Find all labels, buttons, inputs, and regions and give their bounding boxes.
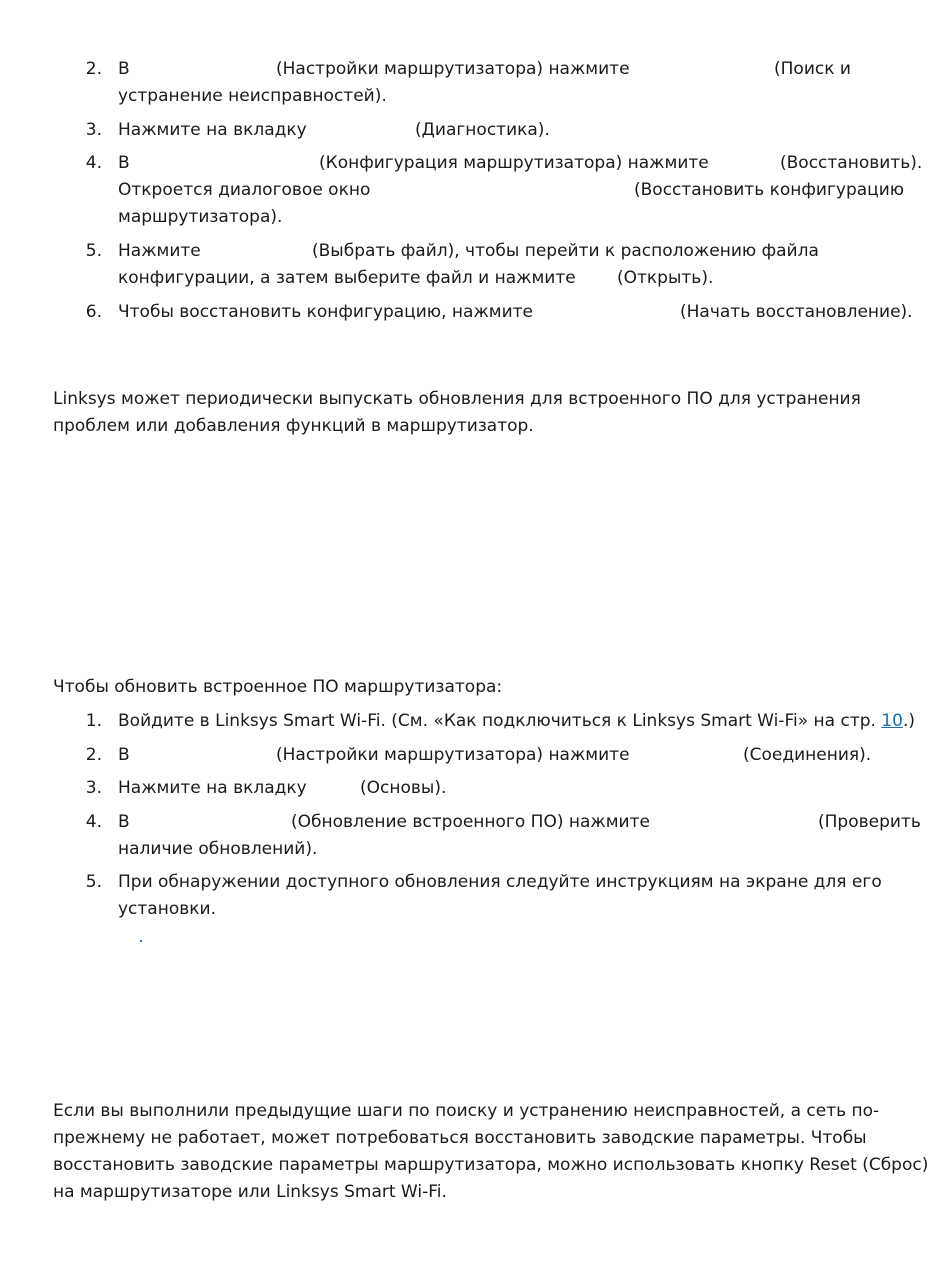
list-number: 4. xyxy=(85,153,102,173)
step-text: (Основы). xyxy=(360,778,447,798)
step-text: При обнаружении доступного обновления следуйте инструкциям на экране для его xyxy=(118,872,882,892)
step-text: наличие обновлений). xyxy=(118,839,318,859)
step-text: Нажмите на вкладку xyxy=(118,778,307,798)
step-text: (Поиск и xyxy=(774,59,851,79)
step-text: (Соединения). xyxy=(743,745,872,765)
step-text: (Обновление встроенного ПО) нажмите xyxy=(291,812,650,832)
step-text: В xyxy=(118,153,130,173)
procedure-lead: Чтобы обновить встроенное ПО маршрутизатора: xyxy=(53,677,503,697)
step-text: (Восстановить конфигурацию xyxy=(634,180,905,200)
list-number: 6. xyxy=(85,302,102,322)
list-number: 3. xyxy=(85,778,102,798)
step-text: (Диагностика). xyxy=(415,120,550,140)
step-text xyxy=(118,710,915,732)
paragraph-line: проблем или добавления функций в маршрутизатор. xyxy=(53,416,534,436)
step-text: (Настройки маршрутизатора) нажмите xyxy=(276,59,630,79)
paragraph-line: Если вы выполнили предыдущие шаги по поиску и устранению неисправностей, а сеть по- xyxy=(53,1101,880,1121)
step-text: маршрутизатора). xyxy=(118,207,283,227)
step-text: (Настройки маршрутизатора) нажмите xyxy=(276,745,630,765)
step-text: Нажмите xyxy=(118,241,201,261)
step-text: Нажмите на вкладку xyxy=(118,120,307,140)
list-number: 2. xyxy=(85,745,102,765)
paragraph-line: прежнему не работает, может потребоваться восстановить заводские параметры. Чтобы xyxy=(53,1128,867,1148)
step-text: (Открыть). xyxy=(617,268,714,288)
step-text: устранение неисправностей). xyxy=(118,86,387,106)
step-text: (Конфигурация маршрутизатора) нажмите xyxy=(319,153,709,173)
paragraph-line: на маршрутизаторе или Linksys Smart Wi-Fi. xyxy=(53,1182,447,1202)
step-text: (Восстановить). xyxy=(780,153,923,173)
list-number: 5. xyxy=(85,872,102,892)
list-number: 1. xyxy=(85,711,102,731)
step-text: Чтобы восстановить конфигурацию, нажмите xyxy=(118,302,533,322)
list-number: 2. xyxy=(85,59,102,79)
step-text-start: Войдите в Linksys Smart Wi-Fi. (См. «Как подключиться к Linksys Smart Wi-Fi» на стр. xyxy=(118,711,876,731)
step-text: В xyxy=(118,745,130,765)
step-text: (Проверить xyxy=(818,812,921,832)
step-text: (Начать восстановление). xyxy=(680,302,913,322)
step-text-end: .) xyxy=(902,711,916,731)
step-text: Откроется диалоговое окно xyxy=(118,180,371,200)
blue-dot-mark xyxy=(140,940,142,942)
list-number: 4. xyxy=(85,812,102,832)
list-number: 5. xyxy=(85,241,102,261)
list-number: 3. xyxy=(85,120,102,140)
step-text: установки. xyxy=(118,899,216,919)
paragraph-line: Linksys может периодически выпускать обновления для встроенного ПО для устранения xyxy=(53,389,861,409)
step-text: В xyxy=(118,812,130,832)
step-text: (Выбрать файл), чтобы перейти к расположению файла xyxy=(312,241,819,261)
step-text: В xyxy=(118,59,130,79)
page-link[interactable]: 10 xyxy=(881,711,903,731)
step-text: конфигурации, а затем выберите файл и нажмите xyxy=(118,268,576,288)
paragraph-line: восстановить заводские параметры маршрутизатора, можно использовать кнопку Reset (Сброс) xyxy=(53,1155,929,1175)
